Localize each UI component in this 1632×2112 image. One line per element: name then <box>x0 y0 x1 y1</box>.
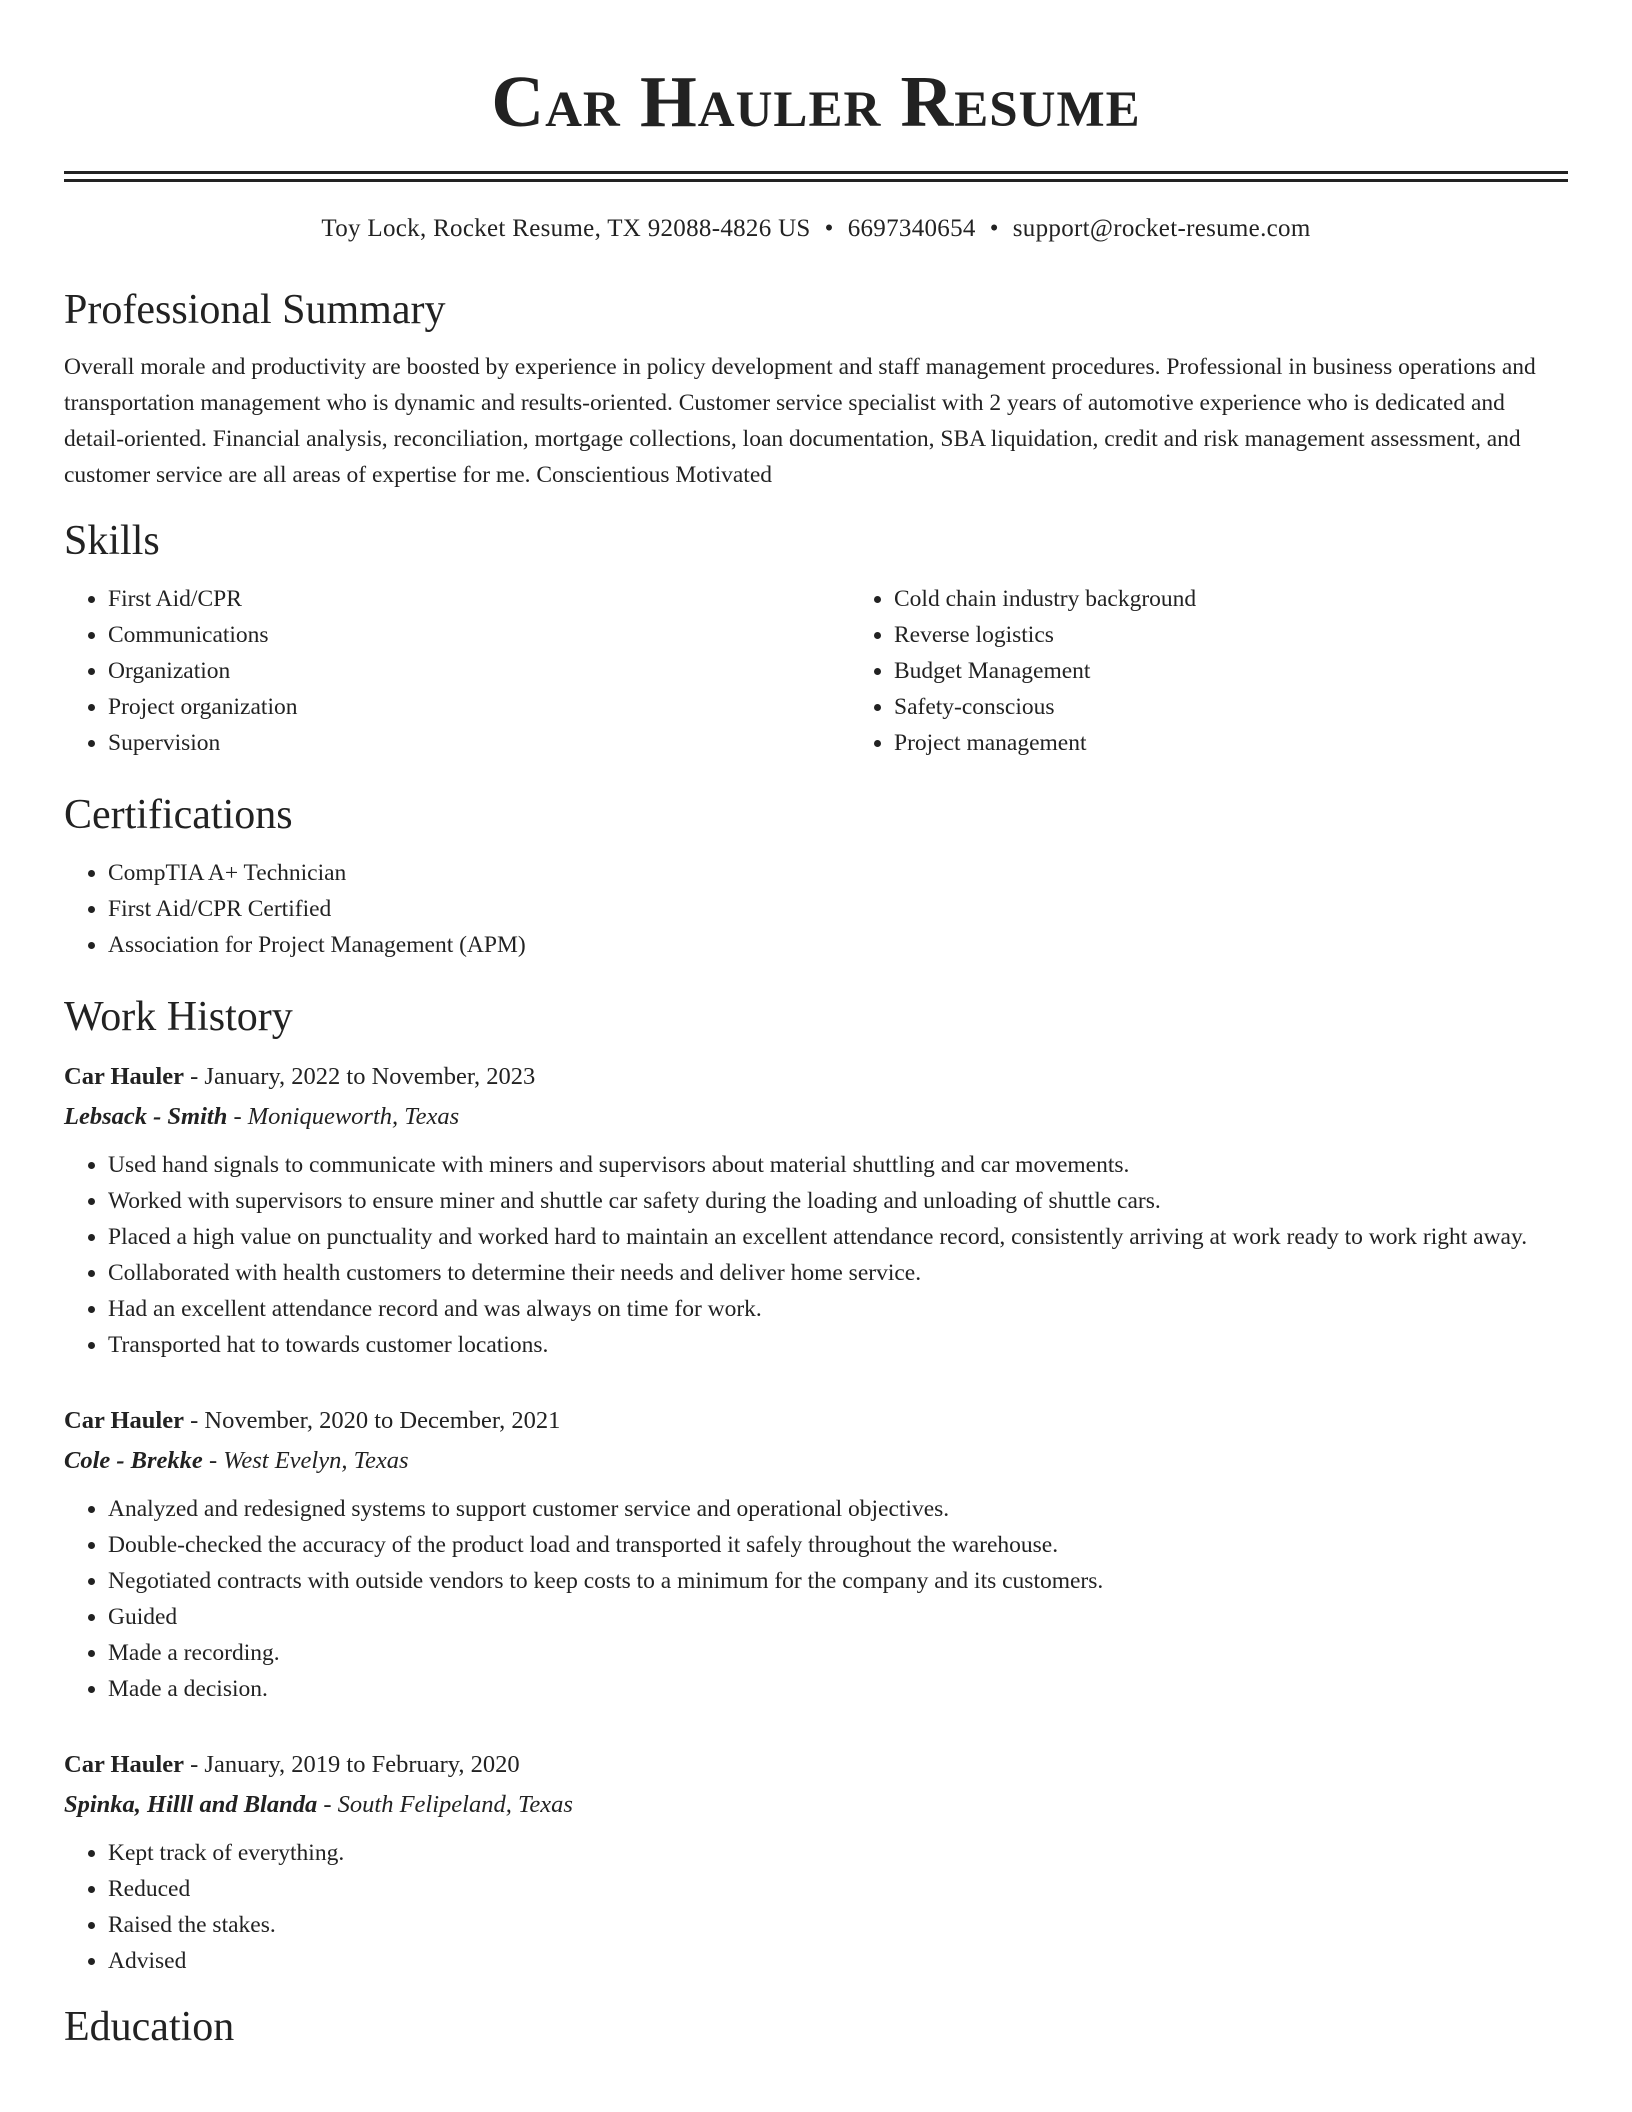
skills-heading: Skills <box>64 518 160 564</box>
skill-item: • Project management <box>894 725 1568 761</box>
job-dates: - January, 2022 to November, 2023 <box>184 1063 536 1090</box>
job-bullet: • Used hand signals to communicate with miners and supervisors about material shuttling and car movements. <box>108 1147 1568 1183</box>
skills-list-right <box>850 581 1568 761</box>
summary-heading: Professional Summary <box>64 287 446 333</box>
job-company-line <box>64 1785 1568 1825</box>
job-title: Car Hauler <box>64 1407 184 1434</box>
contact-address: Toy Lock, Rocket Resume, TX 92088-4826 US <box>321 215 811 242</box>
job-bullet: • Placed a high value on punctuality and worked hard to maintain an excellent attendance record, consistently arriving at work ready to work right away. <box>108 1219 1568 1255</box>
skill-item: • Budget Management <box>894 653 1568 689</box>
skills-columns <box>64 581 1568 761</box>
certification-item: • CompTIA A+ Technician <box>108 855 1568 891</box>
job-bullets <box>64 1835 1568 1979</box>
job-location: - South Felipeland, Texas <box>317 1791 573 1818</box>
job-company: Lebsack - Smith <box>64 1103 228 1130</box>
skill-item: • Cold chain industry background <box>894 581 1568 617</box>
contact-email: support@rocket-resume.com <box>1012 215 1311 242</box>
summary-text: Overall morale and productivity are boosted by experience in policy development and staff management procedures. Professional in business operations and transportation management who is dynamic and results-oriented. Customer service specialist with 2 years of automotive experience who is dedicated and detail-oriented. Financial analysis, reconciliation, mortgage collections, loan documentation, SBA liquidation, credit and risk management assessment, and customer service are all areas of expertise for me. Conscientious Motivated <box>64 354 1536 488</box>
certification-item: • First Aid/CPR Certified <box>108 891 1568 927</box>
skills-list-left <box>64 581 850 761</box>
job-entry <box>64 1745 1568 1979</box>
job-title-line <box>64 1057 1568 1097</box>
job-company: Cole - Brekke <box>64 1447 203 1474</box>
job-bullet: • Kept track of everything. <box>108 1835 1568 1871</box>
job-title-line <box>64 1745 1568 1785</box>
skill-item: • Safety-conscious <box>894 689 1568 725</box>
job-bullet: • Transported hat to towards customer locations. <box>108 1327 1568 1363</box>
title-rule-bottom <box>64 179 1568 182</box>
resume-page <box>64 0 1568 2053</box>
resume-title: Car Hauler Resume <box>491 61 1141 142</box>
job-bullet: • Made a decision. <box>108 1671 1568 1707</box>
job-bullet: • Collaborated with health customers to determine their needs and deliver home service. <box>108 1255 1568 1291</box>
contact-separator: • <box>989 215 999 242</box>
job-title: Car Hauler <box>64 1751 184 1778</box>
skill-item: • First Aid/CPR <box>108 581 850 617</box>
job-bullet: • Double-checked the accuracy of the product load and transported it safely throughout the warehouse. <box>108 1527 1568 1563</box>
job-location: - West Evelyn, Texas <box>202 1447 409 1474</box>
job-title: Car Hauler <box>64 1063 184 1090</box>
job-bullet: • Negotiated contracts with outside vendors to keep costs to a minimum for the company and its customers. <box>108 1563 1568 1599</box>
education-heading: Education <box>64 2004 235 2050</box>
certification-item: • Association for Project Management (APM) <box>108 927 1568 963</box>
job-company-line <box>64 1441 1568 1481</box>
job-bullets <box>64 1147 1568 1363</box>
skill-item: • Communications <box>108 617 850 653</box>
skill-item: • Organization <box>108 653 850 689</box>
certifications-heading: Certifications <box>64 792 293 838</box>
skill-item: • Supervision <box>108 725 850 761</box>
job-entry <box>64 1401 1568 1707</box>
job-location: - Moniqueworth, Texas <box>227 1103 460 1130</box>
contact-line <box>64 212 1568 246</box>
job-bullet: • Analyzed and redesigned systems to support customer service and operational objectives. <box>108 1491 1568 1527</box>
title-double-rule <box>64 171 1568 182</box>
job-bullet: • Reduced <box>108 1871 1568 1907</box>
skill-item: • Project organization <box>108 689 850 725</box>
certifications-list <box>64 855 1568 963</box>
job-bullet: • Guided <box>108 1599 1568 1635</box>
job-entry <box>64 1057 1568 1363</box>
job-bullet: • Advised <box>108 1943 1568 1979</box>
work-history-heading: Work History <box>64 994 293 1040</box>
job-title-line <box>64 1401 1568 1441</box>
job-bullet: • Made a recording. <box>108 1635 1568 1671</box>
title-rule-top <box>64 171 1568 174</box>
job-bullet: • Had an excellent attendance record and was always on time for work. <box>108 1291 1568 1327</box>
job-company: Spinka, Hilll and Blanda <box>64 1791 318 1818</box>
skill-item: • Reverse logistics <box>894 617 1568 653</box>
contact-phone: 6697340654 <box>847 215 976 242</box>
job-bullet: • Raised the stakes. <box>108 1907 1568 1943</box>
job-dates: - November, 2020 to December, 2021 <box>184 1407 561 1434</box>
job-bullets <box>64 1491 1568 1707</box>
contact-separator: • <box>824 215 834 242</box>
job-bullet: • Worked with supervisors to ensure miner and shuttle car safety during the loading and unloading of shuttle cars. <box>108 1183 1568 1219</box>
job-company-line <box>64 1097 1568 1137</box>
job-dates: - January, 2019 to February, 2020 <box>184 1751 520 1778</box>
